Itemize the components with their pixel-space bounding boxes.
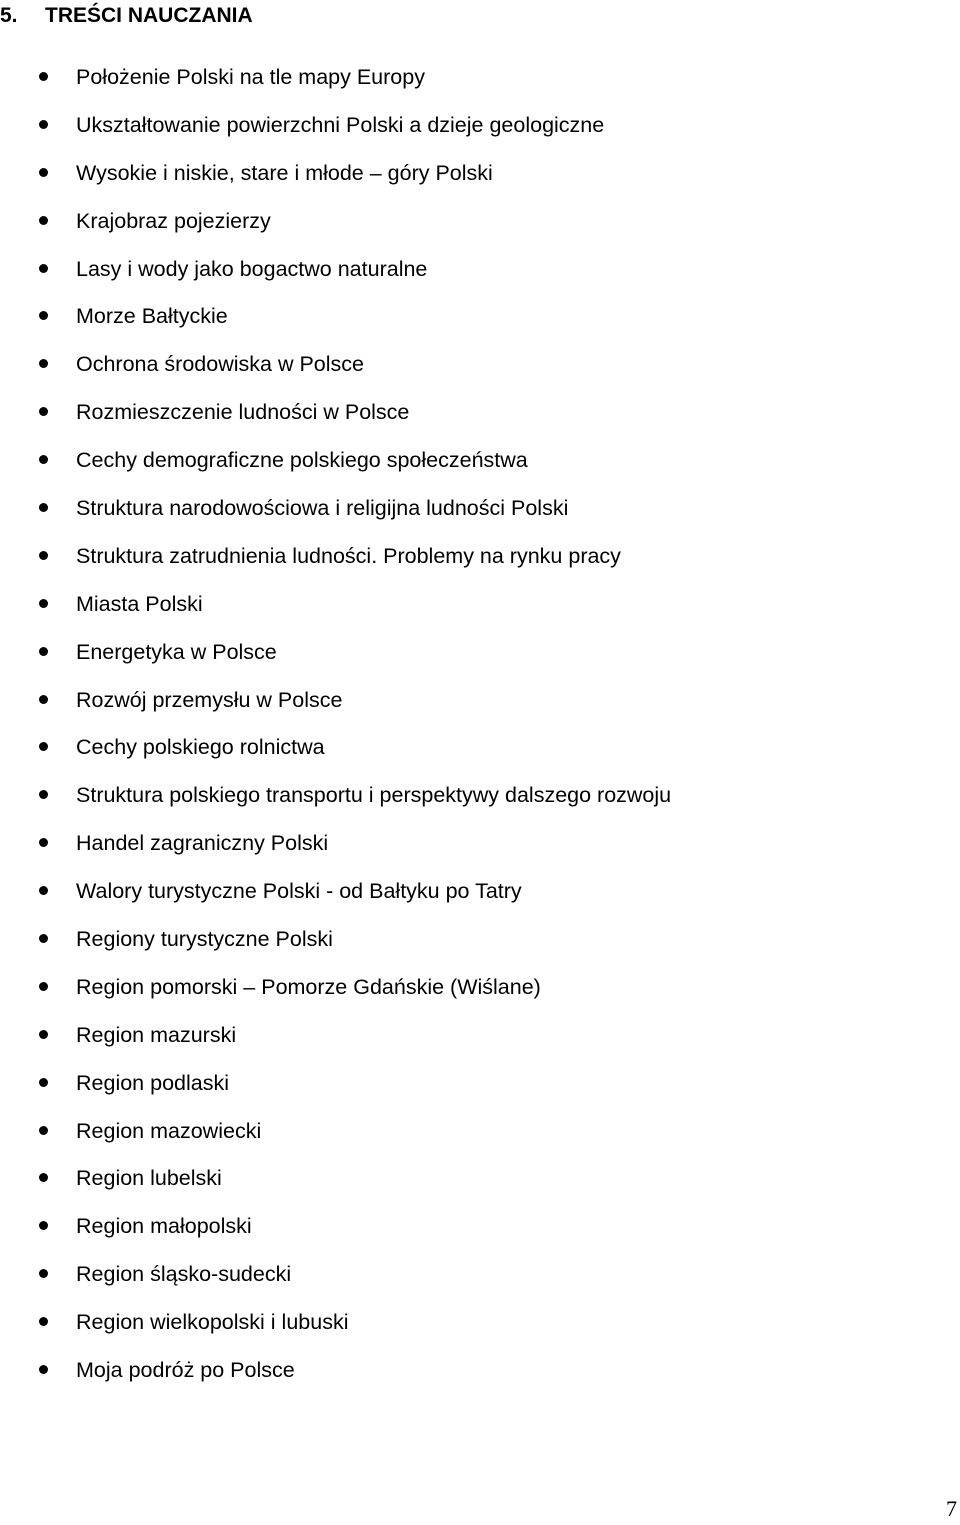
bullet-icon: [39, 120, 48, 129]
bullet-icon: [39, 1365, 48, 1374]
topic-label: Rozmieszczenie ludności w Polsce: [76, 400, 410, 425]
topic-label: Ukształtowanie powierzchni Polski a dzieje geologiczne: [76, 112, 605, 137]
bullet-icon: [39, 455, 48, 464]
topic-label: Region lubelski: [76, 1166, 222, 1191]
bullet-icon: [39, 216, 48, 225]
bullet-icon: [39, 1221, 48, 1230]
topic-label: Struktura narodowościowa i religijna ludności Polski: [76, 496, 569, 521]
topic-label: Region małopolski: [76, 1214, 252, 1239]
bullet-icon: [39, 503, 48, 512]
topic-label: Morze Bałtyckie: [76, 304, 228, 329]
topic-label: Handel zagraniczny Polski: [76, 831, 329, 856]
bullet-icon: [39, 407, 48, 416]
topic-label: Energetyka w Polsce: [76, 639, 277, 664]
topic-label: Położenie Polski na tle mapy Europy: [76, 65, 425, 89]
section-title: TREŚCI NAUCZANIA: [45, 4, 253, 27]
topic-label: Region wielkopolski i lubuski: [76, 1310, 349, 1335]
bullet-icon: [39, 886, 48, 895]
topic-label: Miasta Polski: [76, 591, 203, 616]
bullet-icon: [39, 695, 48, 704]
topic-label: Moja podróż po Polsce: [76, 1358, 295, 1383]
bullet-icon: [39, 934, 48, 943]
bullet-icon: [39, 742, 48, 751]
topic-label: Region mazurski: [76, 1022, 237, 1047]
bullet-icon: [39, 359, 48, 368]
topic-label: Region mazowiecki: [76, 1118, 262, 1143]
topic-label: Region pomorski – Pomorze Gdańskie (Wiślane): [76, 974, 541, 999]
bullet-icon: [39, 1126, 48, 1135]
bullet-icon: [39, 264, 48, 273]
bullet-icon: [39, 647, 48, 656]
bullet-icon: [39, 838, 48, 847]
topic-label: Wysokie i niskie, stare i młode – góry Polski: [76, 160, 493, 185]
bullet-icon: [39, 790, 48, 799]
bullet-icon: [39, 982, 48, 991]
topic-label: Region śląsko-sudecki: [76, 1262, 292, 1287]
section-number: 5.: [0, 4, 18, 27]
topic-label: Lasy i wody jako bogactwo naturalne: [76, 256, 428, 281]
topic-label: Cechy polskiego rolnictwa: [76, 735, 325, 760]
bullet-icon: [39, 551, 48, 560]
topic-label: Regiony turystyczne Polski: [76, 927, 333, 952]
topic-label: Rozwój przemysłu w Polsce: [76, 687, 343, 712]
topic-label: Krajobraz pojezierzy: [76, 208, 271, 233]
page-number: 7: [946, 1496, 957, 1521]
topic-label: Region podlaski: [76, 1070, 229, 1095]
bullet-icon: [39, 1317, 48, 1326]
bullet-icon: [39, 1173, 48, 1182]
section-heading: [0, 3, 253, 29]
bullet-icon: [39, 599, 48, 608]
bullet-icon: [39, 72, 48, 81]
topic-label: Walory turystyczne Polski - od Bałtyku po Tatry: [76, 879, 522, 904]
bullet-icon: [39, 311, 48, 320]
bullet-icon: [39, 1078, 48, 1087]
topic-label: Cechy demograficzne polskiego społeczeństwa: [76, 448, 528, 473]
topic-label: Struktura zatrudnienia ludności. Problemy na rynku pracy: [76, 543, 621, 568]
topic-label: Struktura polskiego transportu i perspektywy dalszego rozwoju: [76, 783, 672, 808]
bullet-icon: [39, 1030, 48, 1039]
bullet-icon: [39, 168, 48, 177]
bullet-icon: [39, 1269, 48, 1278]
topic-label: Ochrona środowiska w Polsce: [76, 352, 364, 377]
